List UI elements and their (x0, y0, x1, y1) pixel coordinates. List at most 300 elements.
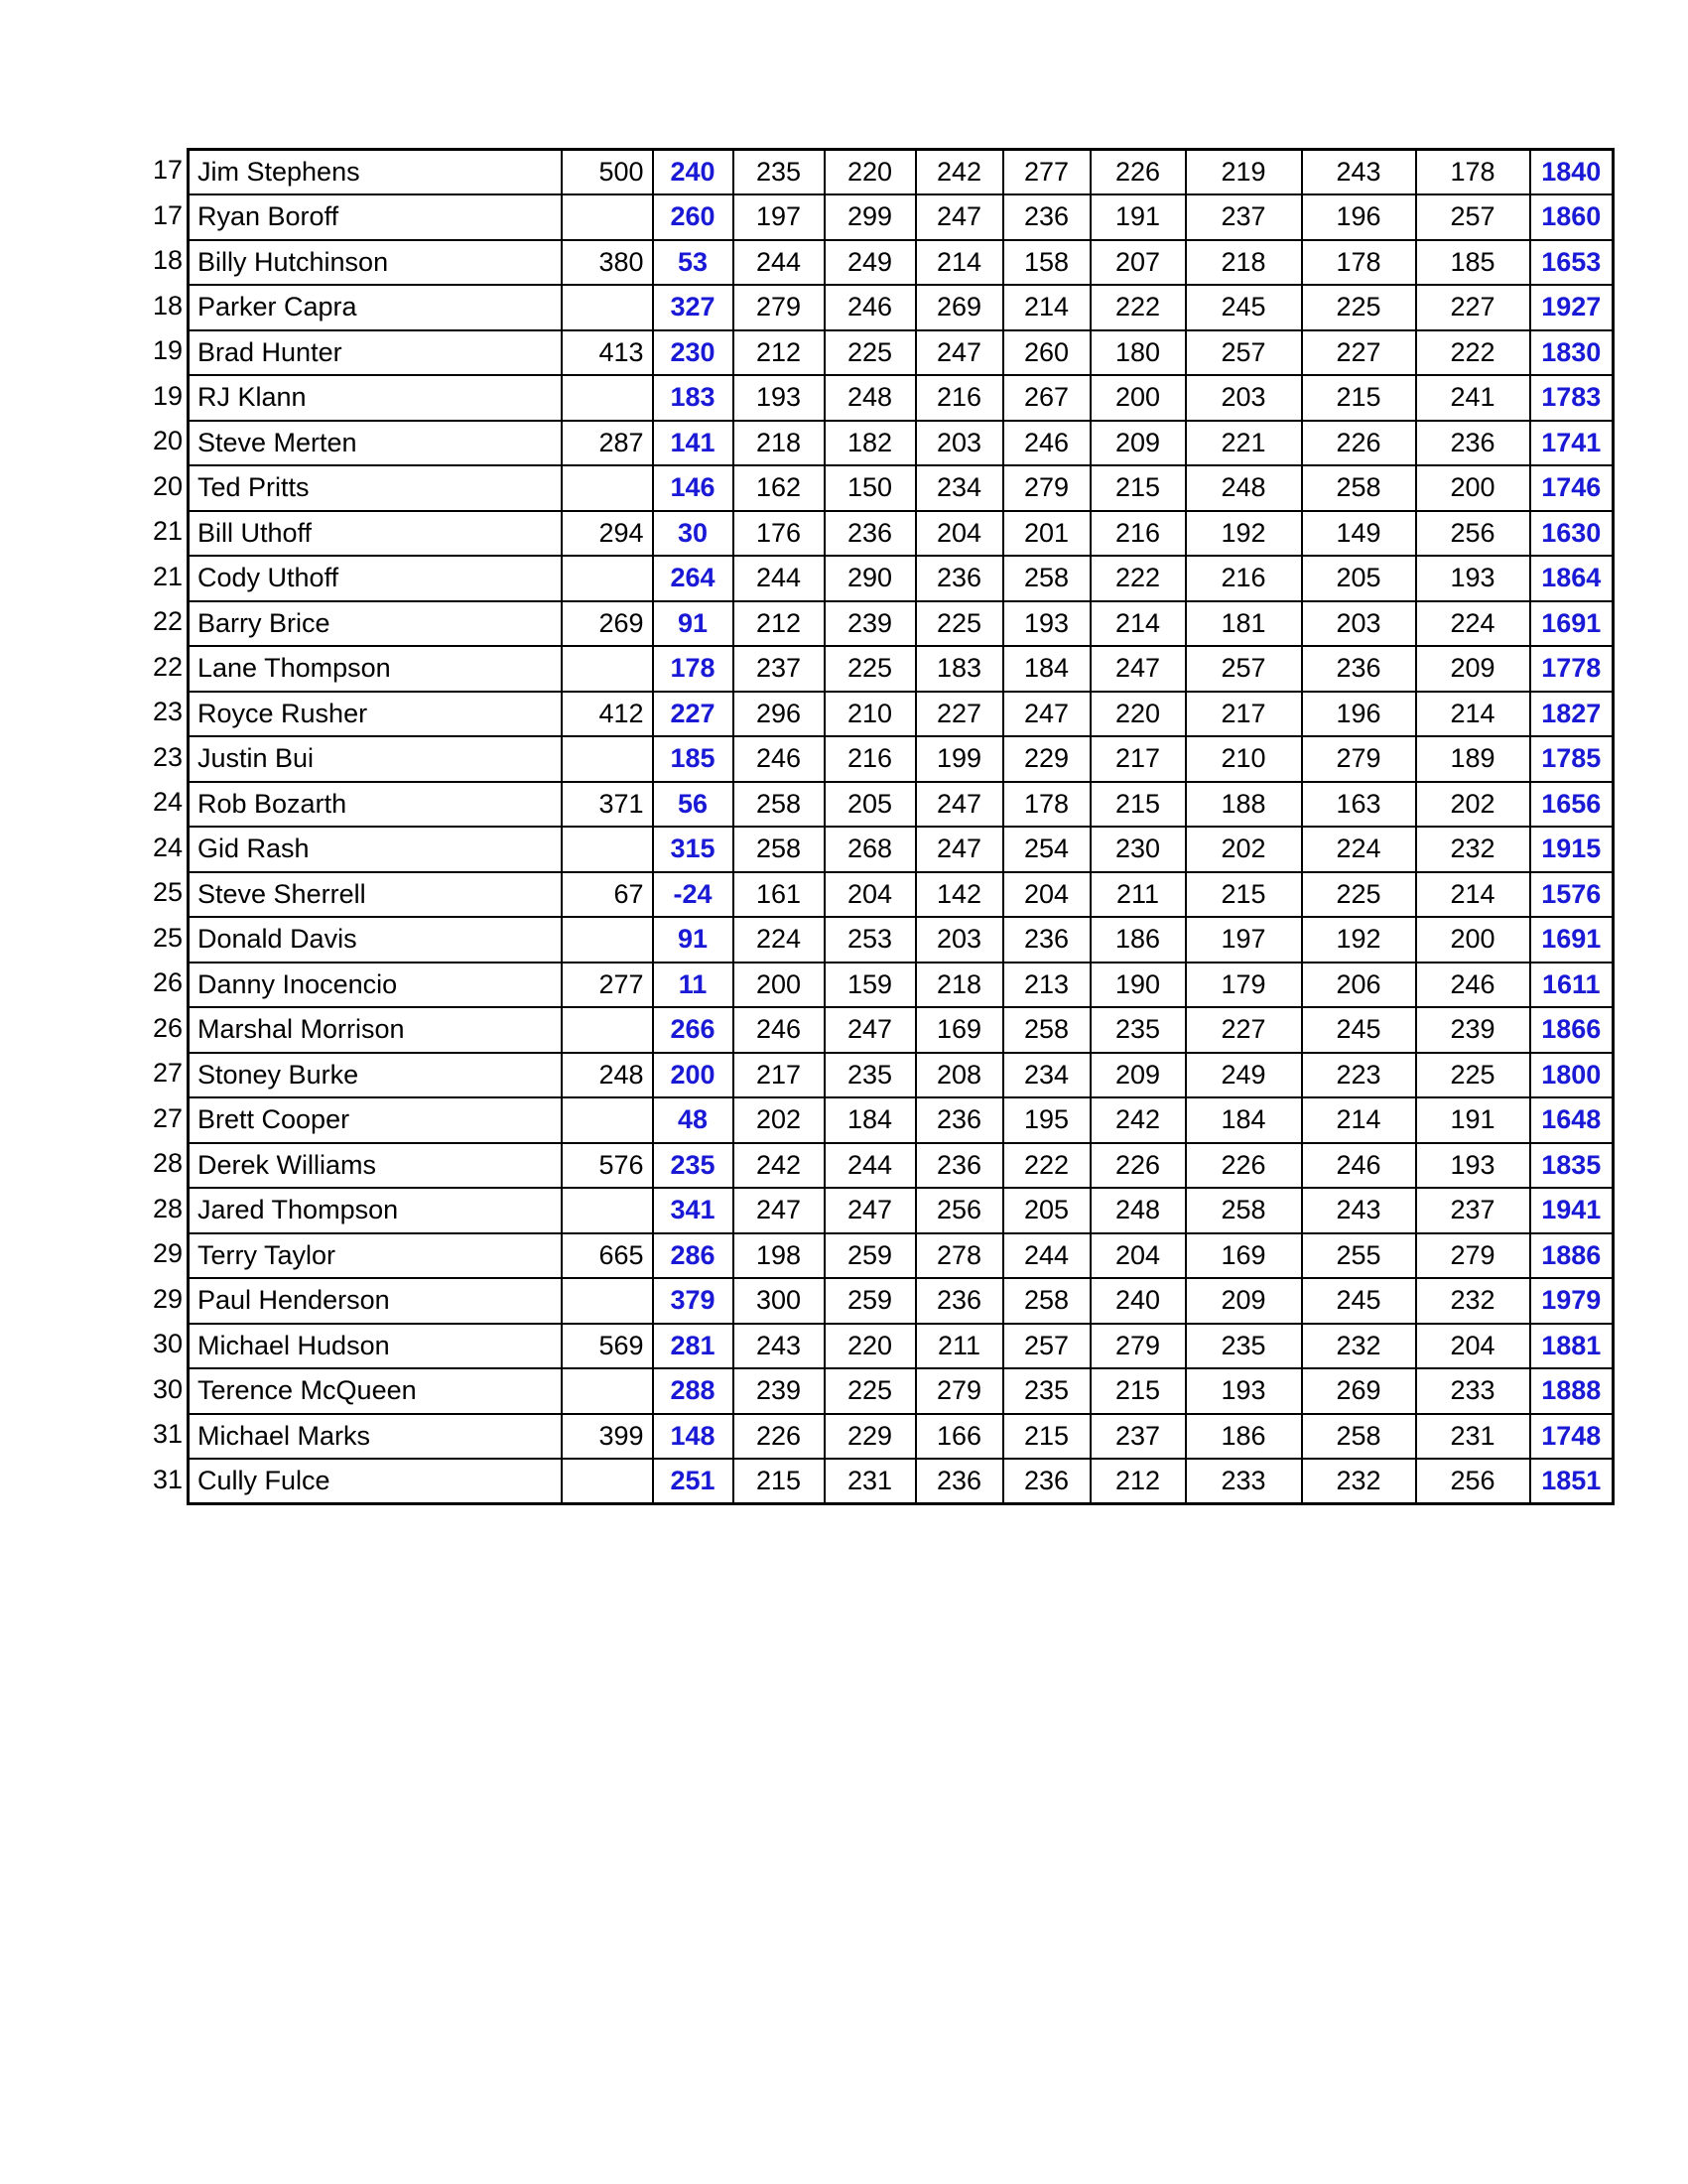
table-row (189, 1324, 1614, 1369)
total-score-cell: 1783 (1530, 375, 1614, 421)
game-score-cell: 236 (916, 1459, 1003, 1504)
game-score-cell: 245 (1186, 285, 1302, 330)
game-score-cell: 244 (1003, 1233, 1091, 1279)
game-score-cell: 258 (1003, 1007, 1091, 1053)
table-row (189, 782, 1614, 828)
game-score-cell: 215 (1186, 872, 1302, 918)
bowler-name-cell: Barry Brice (189, 601, 562, 647)
handicap-cell: 178 (653, 646, 733, 692)
game-score-cell: 290 (825, 556, 916, 601)
table-row (189, 1368, 1614, 1414)
average-cell: 500 (562, 150, 653, 195)
game-score-cell: 203 (916, 421, 1003, 466)
bowler-name-cell: Marshal Morrison (189, 1007, 562, 1053)
average-cell (562, 1459, 653, 1504)
bowler-name-cell: Brad Hunter (189, 330, 562, 376)
game-score-cell: 216 (1091, 511, 1186, 557)
total-score-cell: 1785 (1530, 736, 1614, 782)
team-number: 19 (152, 335, 183, 365)
total-score-cell: 1778 (1530, 646, 1614, 692)
game-score-cell: 237 (1416, 1188, 1530, 1233)
bowler-name-cell: Ryan Boroff (189, 194, 562, 240)
game-score-cell: 257 (1186, 646, 1302, 692)
game-score-cell: 299 (825, 194, 916, 240)
game-score-cell: 244 (825, 1143, 916, 1189)
game-score-cell: 279 (1302, 736, 1416, 782)
game-score-cell: 247 (825, 1007, 916, 1053)
table-row (189, 375, 1614, 421)
total-score-cell: 1648 (1530, 1097, 1614, 1143)
game-score-cell: 246 (1416, 963, 1530, 1008)
bowler-name-cell: Danny Inocencio (189, 963, 562, 1008)
game-score-cell: 242 (916, 150, 1003, 195)
average-cell (562, 194, 653, 240)
total-score-cell: 1915 (1530, 827, 1614, 872)
game-score-cell: 214 (916, 240, 1003, 286)
game-score-cell: 166 (916, 1414, 1003, 1460)
handicap-cell: 327 (653, 285, 733, 330)
game-score-cell: 150 (825, 465, 916, 511)
game-score-cell: 269 (1302, 1368, 1416, 1414)
table-row (189, 1097, 1614, 1143)
game-score-cell: 234 (916, 465, 1003, 511)
total-score-cell: 1881 (1530, 1324, 1614, 1369)
game-score-cell: 236 (1302, 646, 1416, 692)
handicap-cell: 286 (653, 1233, 733, 1279)
team-number: 25 (152, 922, 183, 953)
average-cell: 380 (562, 240, 653, 286)
total-score-cell: 1927 (1530, 285, 1614, 330)
game-score-cell: 236 (916, 1143, 1003, 1189)
game-score-cell: 208 (916, 1053, 1003, 1098)
total-score-cell: 1864 (1530, 556, 1614, 601)
game-score-cell: 212 (733, 601, 825, 647)
game-score-cell: 184 (1003, 646, 1091, 692)
team-number: 20 (152, 426, 183, 455)
bowler-name-cell: Justin Bui (189, 736, 562, 782)
average-cell: 576 (562, 1143, 653, 1189)
game-score-cell: 195 (1003, 1097, 1091, 1143)
scores-table-body (189, 150, 1614, 1504)
game-score-cell: 214 (1091, 601, 1186, 647)
game-score-cell: 247 (825, 1188, 916, 1233)
game-score-cell: 193 (1003, 601, 1091, 647)
game-score-cell: 214 (1003, 285, 1091, 330)
game-score-cell: 227 (1302, 330, 1416, 376)
game-score-cell: 236 (1003, 917, 1091, 963)
game-score-cell: 226 (733, 1414, 825, 1460)
handicap-cell: 91 (653, 601, 733, 647)
game-score-cell: 201 (1003, 511, 1091, 557)
game-score-cell: 226 (1091, 1143, 1186, 1189)
total-score-cell: 1830 (1530, 330, 1614, 376)
game-score-cell: 236 (916, 1278, 1003, 1324)
game-score-cell: 206 (1302, 963, 1416, 1008)
team-number: 18 (152, 290, 183, 321)
team-number: 27 (152, 1058, 183, 1088)
game-score-cell: 202 (1186, 827, 1302, 872)
handicap-cell: 200 (653, 1053, 733, 1098)
team-number: 21 (152, 561, 183, 591)
game-score-cell: 244 (733, 556, 825, 601)
game-score-cell: 215 (1091, 1368, 1186, 1414)
game-score-cell: 211 (1091, 872, 1186, 918)
game-score-cell: 193 (1416, 1143, 1530, 1189)
game-score-cell: 231 (825, 1459, 916, 1504)
game-score-cell: 192 (1186, 511, 1302, 557)
game-score-cell: 237 (1186, 194, 1302, 240)
game-score-cell: 191 (1416, 1097, 1530, 1143)
game-score-cell: 200 (1091, 375, 1186, 421)
team-number: 29 (152, 1238, 183, 1268)
bowler-name-cell: Steve Sherrell (189, 872, 562, 918)
game-score-cell: 161 (733, 872, 825, 918)
game-score-cell: 210 (1186, 736, 1302, 782)
total-score-cell: 1691 (1530, 601, 1614, 647)
game-score-cell: 242 (1091, 1097, 1186, 1143)
average-cell (562, 465, 653, 511)
game-score-cell: 247 (916, 827, 1003, 872)
handicap-cell: 91 (653, 917, 733, 963)
handicap-cell: 185 (653, 736, 733, 782)
game-score-cell: 247 (916, 782, 1003, 828)
table-row (189, 872, 1614, 918)
table-row (189, 150, 1614, 195)
game-score-cell: 235 (1091, 1007, 1186, 1053)
game-score-cell: 183 (916, 646, 1003, 692)
average-cell (562, 1278, 653, 1324)
game-score-cell: 259 (825, 1233, 916, 1279)
game-score-cell: 162 (733, 465, 825, 511)
bowler-name-cell: Michael Marks (189, 1414, 562, 1460)
table-row (189, 1233, 1614, 1279)
game-score-cell: 215 (1091, 782, 1186, 828)
handicap-cell: 11 (653, 963, 733, 1008)
team-number: 30 (152, 1329, 183, 1358)
game-score-cell: 225 (825, 646, 916, 692)
team-number: 29 (152, 1283, 183, 1314)
bowler-name-cell: Gid Rash (189, 827, 562, 872)
total-score-cell: 1691 (1530, 917, 1614, 963)
game-score-cell: 149 (1302, 511, 1416, 557)
game-score-cell: 235 (1003, 1368, 1091, 1414)
average-cell (562, 646, 653, 692)
game-score-cell: 178 (1302, 240, 1416, 286)
team-number-column (139, 148, 185, 1502)
bowler-name-cell: RJ Klann (189, 375, 562, 421)
game-score-cell: 199 (916, 736, 1003, 782)
game-score-cell: 226 (1091, 150, 1186, 195)
game-score-cell: 225 (1302, 872, 1416, 918)
game-score-cell: 246 (733, 1007, 825, 1053)
game-score-cell: 221 (1186, 421, 1302, 466)
game-score-cell: 204 (1091, 1233, 1186, 1279)
team-number: 24 (152, 832, 183, 862)
average-cell (562, 1368, 653, 1414)
handicap-cell: 56 (653, 782, 733, 828)
game-score-cell: 192 (1302, 917, 1416, 963)
game-score-cell: 232 (1416, 1278, 1530, 1324)
team-number: 22 (152, 606, 183, 636)
bowler-name-cell: Derek Williams (189, 1143, 562, 1189)
average-cell (562, 375, 653, 421)
game-score-cell: 158 (1003, 240, 1091, 286)
game-score-cell: 215 (1091, 465, 1186, 511)
game-score-cell: 210 (825, 692, 916, 737)
game-score-cell: 226 (1186, 1143, 1302, 1189)
average-cell (562, 917, 653, 963)
game-score-cell: 222 (1416, 330, 1530, 376)
bowler-name-cell: Billy Hutchinson (189, 240, 562, 286)
game-score-cell: 214 (1416, 692, 1530, 737)
game-score-cell: 279 (1003, 465, 1091, 511)
game-score-cell: 258 (1003, 556, 1091, 601)
game-score-cell: 248 (1186, 465, 1302, 511)
bowler-name-cell: Terry Taylor (189, 1233, 562, 1279)
game-score-cell: 279 (1091, 1324, 1186, 1369)
game-score-cell: 267 (1003, 375, 1091, 421)
game-score-cell: 180 (1091, 330, 1186, 376)
handicap-cell: 251 (653, 1459, 733, 1504)
game-score-cell: 224 (733, 917, 825, 963)
game-score-cell: 211 (916, 1324, 1003, 1369)
game-score-cell: 215 (1003, 1414, 1091, 1460)
game-score-cell: 184 (1186, 1097, 1302, 1143)
game-score-cell: 226 (1302, 421, 1416, 466)
average-cell: 371 (562, 782, 653, 828)
game-score-cell: 191 (1091, 194, 1186, 240)
total-score-cell: 1886 (1530, 1233, 1614, 1279)
table-row (189, 827, 1614, 872)
game-score-cell: 268 (825, 827, 916, 872)
handicap-cell: 148 (653, 1414, 733, 1460)
team-number: 22 (152, 651, 183, 682)
game-score-cell: 246 (1302, 1143, 1416, 1189)
total-score-cell: 1888 (1530, 1368, 1614, 1414)
game-score-cell: 216 (1186, 556, 1302, 601)
average-cell (562, 1097, 653, 1143)
bowler-name-cell: Cully Fulce (189, 1459, 562, 1504)
total-score-cell: 1941 (1530, 1188, 1614, 1233)
table-row (189, 1459, 1614, 1504)
game-score-cell: 258 (733, 782, 825, 828)
game-score-cell: 196 (1302, 194, 1416, 240)
game-score-cell: 248 (825, 375, 916, 421)
team-number: 26 (152, 1012, 183, 1043)
game-score-cell: 247 (1003, 692, 1091, 737)
game-score-cell: 236 (825, 511, 916, 557)
game-score-cell: 257 (1186, 330, 1302, 376)
game-score-cell: 207 (1091, 240, 1186, 286)
game-score-cell: 224 (1416, 601, 1530, 647)
table-row (189, 1278, 1614, 1324)
game-score-cell: 181 (1186, 601, 1302, 647)
game-score-cell: 247 (916, 194, 1003, 240)
table-row (189, 963, 1614, 1008)
game-score-cell: 212 (733, 330, 825, 376)
game-score-cell: 249 (825, 240, 916, 286)
game-score-cell: 259 (825, 1278, 916, 1324)
game-score-cell: 200 (1416, 465, 1530, 511)
total-score-cell: 1979 (1530, 1278, 1614, 1324)
game-score-cell: 225 (825, 1368, 916, 1414)
total-score-cell: 1851 (1530, 1459, 1614, 1504)
game-score-cell: 279 (1416, 1233, 1530, 1279)
game-score-cell: 256 (916, 1188, 1003, 1233)
game-score-cell: 224 (1302, 827, 1416, 872)
game-score-cell: 257 (1003, 1324, 1091, 1369)
game-score-cell: 218 (733, 421, 825, 466)
average-cell: 269 (562, 601, 653, 647)
table-row (189, 194, 1614, 240)
game-score-cell: 209 (1091, 421, 1186, 466)
average-cell (562, 1188, 653, 1233)
game-score-cell: 216 (916, 375, 1003, 421)
total-score-cell: 1656 (1530, 782, 1614, 828)
game-score-cell: 233 (1186, 1459, 1302, 1504)
handicap-cell: 315 (653, 827, 733, 872)
total-score-cell: 1800 (1530, 1053, 1614, 1098)
bowler-name-cell: Donald Davis (189, 917, 562, 963)
game-score-cell: 182 (825, 421, 916, 466)
handicap-cell: 264 (653, 556, 733, 601)
game-score-cell: 189 (1416, 736, 1530, 782)
game-score-cell: 246 (733, 736, 825, 782)
game-score-cell: 236 (1416, 421, 1530, 466)
game-score-cell: 258 (1003, 1278, 1091, 1324)
game-score-cell: 232 (1302, 1324, 1416, 1369)
game-score-cell: 200 (733, 963, 825, 1008)
average-cell: 294 (562, 511, 653, 557)
average-cell: 665 (562, 1233, 653, 1279)
table-row (189, 736, 1614, 782)
game-score-cell: 258 (733, 827, 825, 872)
game-score-cell: 193 (733, 375, 825, 421)
total-score-cell: 1630 (1530, 511, 1614, 557)
scores-table (187, 148, 1615, 1505)
bowler-name-cell: Steve Merten (189, 421, 562, 466)
team-number: 31 (152, 1464, 183, 1494)
average-cell (562, 285, 653, 330)
bowler-name-cell: Royce Rusher (189, 692, 562, 737)
game-score-cell: 236 (1003, 194, 1091, 240)
game-score-cell: 169 (916, 1007, 1003, 1053)
bowler-name-cell: Parker Capra (189, 285, 562, 330)
game-score-cell: 236 (916, 1097, 1003, 1143)
game-score-cell: 142 (916, 872, 1003, 918)
game-score-cell: 235 (733, 150, 825, 195)
bowler-name-cell: Paul Henderson (189, 1278, 562, 1324)
table-row (189, 692, 1614, 737)
total-score-cell: 1827 (1530, 692, 1614, 737)
table-row (189, 1143, 1614, 1189)
total-score-cell: 1835 (1530, 1143, 1614, 1189)
team-number: 17 (152, 155, 183, 185)
game-score-cell: 246 (825, 285, 916, 330)
handicap-cell: 30 (653, 511, 733, 557)
game-score-cell: 176 (733, 511, 825, 557)
game-score-cell: 231 (1416, 1414, 1530, 1460)
game-score-cell: 241 (1416, 375, 1530, 421)
game-score-cell: 212 (1091, 1459, 1186, 1504)
game-score-cell: 254 (1003, 827, 1091, 872)
game-score-cell: 246 (1003, 421, 1091, 466)
game-score-cell: 227 (1416, 285, 1530, 330)
game-score-cell: 248 (1091, 1188, 1186, 1233)
total-score-cell: 1576 (1530, 872, 1614, 918)
handicap-cell: 266 (653, 1007, 733, 1053)
bowler-name-cell: Bill Uthoff (189, 511, 562, 557)
handicap-cell: 281 (653, 1324, 733, 1369)
bowler-name-cell: Jim Stephens (189, 150, 562, 195)
game-score-cell: 204 (916, 511, 1003, 557)
game-score-cell: 249 (1186, 1053, 1302, 1098)
total-score-cell: 1866 (1530, 1007, 1614, 1053)
table-row (189, 240, 1614, 286)
average-cell: 67 (562, 872, 653, 918)
handicap-cell: 379 (653, 1278, 733, 1324)
game-score-cell: 277 (1003, 150, 1091, 195)
game-score-cell: 217 (1091, 736, 1186, 782)
game-score-cell: 243 (733, 1324, 825, 1369)
game-score-cell: 235 (825, 1053, 916, 1098)
game-score-cell: 245 (1302, 1007, 1416, 1053)
table-row (189, 511, 1614, 557)
total-score-cell: 1748 (1530, 1414, 1614, 1460)
game-score-cell: 193 (1186, 1368, 1302, 1414)
table-row (189, 1053, 1614, 1098)
game-score-cell: 260 (1003, 330, 1091, 376)
game-score-cell: 197 (1186, 917, 1302, 963)
game-score-cell: 278 (916, 1233, 1003, 1279)
bowler-name-cell: Lane Thompson (189, 646, 562, 692)
average-cell (562, 556, 653, 601)
game-score-cell: 239 (825, 601, 916, 647)
handicap-cell: 260 (653, 194, 733, 240)
game-score-cell: 296 (733, 692, 825, 737)
table-row (189, 601, 1614, 647)
game-score-cell: 236 (916, 556, 1003, 601)
game-score-cell: 247 (1091, 646, 1186, 692)
team-number: 19 (152, 380, 183, 411)
average-cell: 248 (562, 1053, 653, 1098)
game-score-cell: 159 (825, 963, 916, 1008)
game-score-cell: 225 (825, 330, 916, 376)
game-score-cell: 216 (825, 736, 916, 782)
average-cell (562, 1007, 653, 1053)
game-score-cell: 247 (733, 1188, 825, 1233)
bowler-name-cell: Rob Bozarth (189, 782, 562, 828)
game-score-cell: 225 (1416, 1053, 1530, 1098)
handicap-cell: 240 (653, 150, 733, 195)
average-cell: 413 (562, 330, 653, 376)
game-score-cell: 213 (1003, 963, 1091, 1008)
game-score-cell: 209 (1091, 1053, 1186, 1098)
game-score-cell: 232 (1416, 827, 1530, 872)
game-score-cell: 245 (1302, 1278, 1416, 1324)
handicap-cell: 341 (653, 1188, 733, 1233)
table-row (189, 917, 1614, 963)
game-score-cell: 222 (1003, 1143, 1091, 1189)
average-cell: 399 (562, 1414, 653, 1460)
game-score-cell: 196 (1302, 692, 1416, 737)
table-row (189, 646, 1614, 692)
game-score-cell: 186 (1186, 1414, 1302, 1460)
game-score-cell: 243 (1302, 150, 1416, 195)
game-score-cell: 214 (1302, 1097, 1416, 1143)
bowler-name-cell: Terence McQueen (189, 1368, 562, 1414)
game-score-cell: 197 (733, 194, 825, 240)
